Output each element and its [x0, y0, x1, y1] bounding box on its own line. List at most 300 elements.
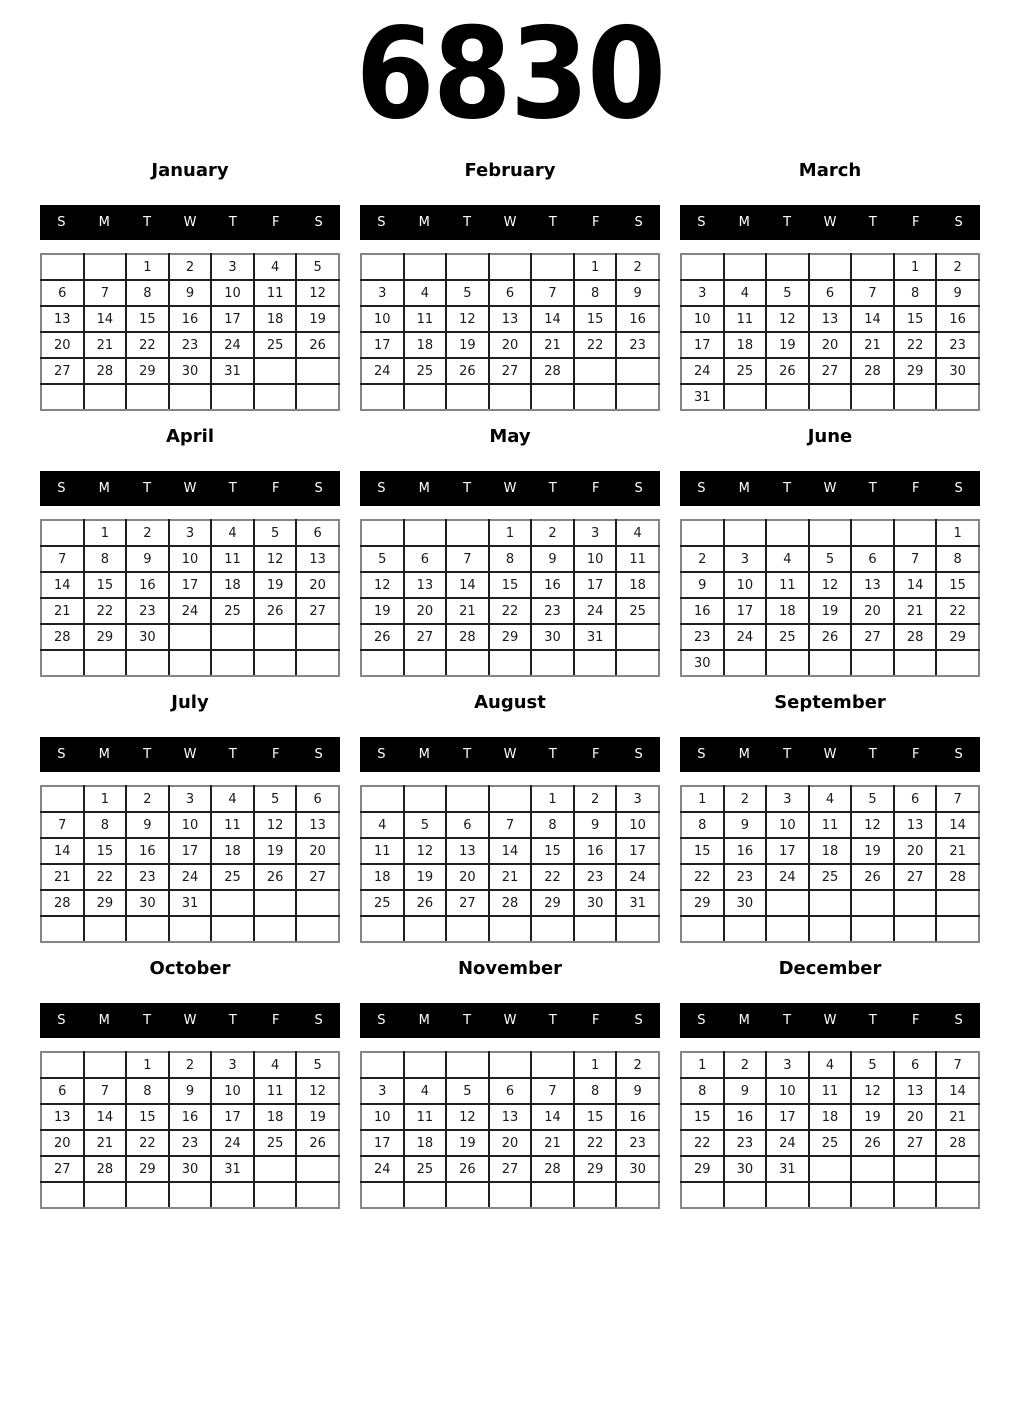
week-row	[681, 650, 979, 676]
empty-day-cell	[489, 254, 532, 280]
empty-day-cell	[766, 650, 809, 676]
day-cell: 20	[851, 598, 894, 624]
week-row	[681, 864, 979, 890]
empty-day-cell	[894, 1182, 937, 1208]
year-calendar-grid	[40, 159, 1020, 1209]
day-cell: 30	[681, 650, 724, 676]
day-cell: 24	[169, 864, 212, 890]
empty-day-cell	[681, 1182, 724, 1208]
week-row	[361, 1104, 659, 1130]
day-cell: 6	[296, 786, 339, 812]
empty-day-cell	[936, 650, 979, 676]
day-cell: 11	[809, 812, 852, 838]
day-cell: 12	[851, 812, 894, 838]
empty-day-cell	[84, 1052, 127, 1078]
day-cell: 25	[766, 624, 809, 650]
week-row	[41, 1078, 339, 1104]
day-cell: 16	[169, 1104, 212, 1130]
weekday-label: T	[868, 481, 877, 496]
day-cell: 17	[681, 332, 724, 358]
week-row	[681, 786, 979, 812]
day-cell: 25	[724, 358, 767, 384]
empty-day-cell	[169, 384, 212, 410]
empty-day-cell	[446, 1182, 489, 1208]
day-cell: 9	[574, 812, 617, 838]
week-row	[361, 890, 659, 916]
empty-day-cell	[296, 384, 339, 410]
weekday-label: F	[591, 747, 600, 762]
week-row	[681, 1104, 979, 1130]
day-cell: 25	[361, 890, 404, 916]
day-cell: 31	[574, 624, 617, 650]
day-cell: 3	[211, 1052, 254, 1078]
day-cell: 28	[936, 1130, 979, 1156]
day-cell: 13	[851, 572, 894, 598]
empty-day-cell	[766, 890, 809, 916]
week-row	[41, 864, 339, 890]
week-row	[361, 280, 659, 306]
day-cell: 11	[766, 572, 809, 598]
day-cell: 9	[936, 280, 979, 306]
weekday-label: M	[98, 215, 110, 230]
day-cell: 19	[766, 332, 809, 358]
empty-day-cell	[446, 916, 489, 942]
day-cell: 2	[681, 546, 724, 572]
empty-day-cell	[531, 650, 574, 676]
empty-day-cell	[724, 384, 767, 410]
day-cell: 27	[41, 358, 84, 384]
day-cell: 20	[894, 838, 937, 864]
empty-day-cell	[489, 650, 532, 676]
day-cell: 28	[446, 624, 489, 650]
day-cell: 10	[211, 280, 254, 306]
week-row	[361, 1130, 659, 1156]
day-cell: 12	[446, 306, 489, 332]
empty-day-cell	[766, 520, 809, 546]
day-cell: 13	[894, 812, 937, 838]
empty-day-cell	[681, 520, 724, 546]
empty-day-cell	[254, 650, 297, 676]
month-calendar	[360, 159, 660, 411]
empty-day-cell	[851, 1156, 894, 1182]
day-cell: 25	[404, 1156, 447, 1182]
day-cell: 27	[894, 864, 937, 890]
empty-day-cell	[446, 1052, 489, 1078]
empty-day-cell	[489, 1182, 532, 1208]
day-cell: 26	[766, 358, 809, 384]
day-cell: 12	[766, 306, 809, 332]
day-cell: 22	[126, 1130, 169, 1156]
weekday-label: F	[271, 747, 280, 762]
day-cell: 18	[809, 838, 852, 864]
empty-day-cell	[361, 384, 404, 410]
week-row	[681, 520, 979, 546]
empty-day-cell	[84, 254, 127, 280]
day-cell: 16	[574, 838, 617, 864]
empty-day-cell	[41, 384, 84, 410]
day-cell: 22	[681, 864, 724, 890]
weekday-label: W	[183, 747, 197, 762]
day-cell: 27	[446, 890, 489, 916]
weekday-label: S	[634, 747, 643, 762]
month-calendar	[680, 159, 980, 411]
day-cell: 11	[211, 812, 254, 838]
empty-day-cell	[616, 1182, 659, 1208]
week-row	[41, 1130, 339, 1156]
weekday-label: T	[228, 1013, 237, 1028]
empty-day-cell	[446, 520, 489, 546]
weekday-label: S	[314, 1013, 323, 1028]
day-cell: 28	[489, 890, 532, 916]
weekday-label: W	[183, 481, 197, 496]
weekday-label: S	[634, 481, 643, 496]
empty-day-cell	[361, 786, 404, 812]
empty-day-cell	[361, 1182, 404, 1208]
empty-day-cell	[404, 650, 447, 676]
day-cell: 30	[724, 1156, 767, 1182]
empty-day-cell	[936, 916, 979, 942]
day-cell: 12	[254, 546, 297, 572]
day-cell: 17	[211, 306, 254, 332]
day-cell: 29	[894, 358, 937, 384]
day-cell: 22	[126, 332, 169, 358]
day-cell: 8	[126, 1078, 169, 1104]
empty-day-cell	[404, 786, 447, 812]
day-cell: 28	[531, 1156, 574, 1182]
week-row	[41, 358, 339, 384]
week-row	[361, 572, 659, 598]
week-row	[41, 332, 339, 358]
weekday-label: M	[98, 481, 110, 496]
day-cell: 30	[531, 624, 574, 650]
empty-day-cell	[616, 384, 659, 410]
day-cell: 26	[446, 358, 489, 384]
weekday-label: T	[868, 215, 877, 230]
day-cell: 14	[936, 812, 979, 838]
weekday-header-bar	[360, 1003, 660, 1038]
day-cell: 4	[724, 280, 767, 306]
day-cell: 27	[41, 1156, 84, 1182]
week-row	[681, 1052, 979, 1078]
day-cell: 14	[936, 1078, 979, 1104]
week-row	[41, 280, 339, 306]
day-cell: 21	[84, 1130, 127, 1156]
day-cell: 19	[296, 1104, 339, 1130]
month-day-grid	[360, 785, 660, 943]
day-cell: 19	[851, 1104, 894, 1130]
day-cell: 12	[851, 1078, 894, 1104]
week-row	[41, 1052, 339, 1078]
weekday-label: M	[418, 481, 430, 496]
day-cell: 24	[724, 624, 767, 650]
day-cell: 3	[724, 546, 767, 572]
day-cell: 7	[41, 546, 84, 572]
week-row	[681, 624, 979, 650]
weekday-label: W	[823, 481, 837, 496]
day-cell: 27	[851, 624, 894, 650]
day-cell: 10	[169, 812, 212, 838]
day-cell: 6	[404, 546, 447, 572]
day-cell: 20	[809, 332, 852, 358]
day-cell: 24	[766, 864, 809, 890]
day-cell: 30	[724, 890, 767, 916]
empty-day-cell	[446, 786, 489, 812]
day-cell: 8	[489, 546, 532, 572]
week-row	[361, 384, 659, 410]
weekday-label: W	[503, 1013, 517, 1028]
day-cell: 4	[254, 254, 297, 280]
weekday-label: T	[868, 1013, 877, 1028]
day-cell: 17	[766, 838, 809, 864]
day-cell: 19	[361, 598, 404, 624]
day-cell: 11	[616, 546, 659, 572]
day-cell: 9	[616, 1078, 659, 1104]
weekday-label: S	[314, 215, 323, 230]
day-cell: 13	[41, 1104, 84, 1130]
day-cell: 20	[489, 332, 532, 358]
day-cell: 29	[84, 890, 127, 916]
empty-day-cell	[724, 520, 767, 546]
week-row	[681, 1078, 979, 1104]
day-cell: 5	[254, 786, 297, 812]
day-cell: 25	[211, 598, 254, 624]
weekday-label: S	[57, 481, 66, 496]
day-cell: 13	[489, 306, 532, 332]
week-row	[681, 306, 979, 332]
empty-day-cell	[574, 384, 617, 410]
day-cell: 1	[681, 1052, 724, 1078]
day-cell: 20	[41, 332, 84, 358]
day-cell: 4	[254, 1052, 297, 1078]
empty-day-cell	[41, 916, 84, 942]
day-cell: 28	[41, 624, 84, 650]
empty-day-cell	[84, 916, 127, 942]
weekday-label: M	[738, 481, 750, 496]
day-cell: 18	[254, 1104, 297, 1130]
weekday-label: M	[418, 1013, 430, 1028]
day-cell: 24	[211, 1130, 254, 1156]
week-row	[361, 332, 659, 358]
week-row	[681, 254, 979, 280]
month-day-grid	[680, 519, 980, 677]
empty-day-cell	[531, 1052, 574, 1078]
empty-day-cell	[894, 520, 937, 546]
weekday-label: S	[954, 481, 963, 496]
weekday-header-bar	[40, 1003, 340, 1038]
day-cell: 18	[211, 838, 254, 864]
weekday-header-bar	[360, 737, 660, 772]
day-cell: 6	[894, 786, 937, 812]
empty-day-cell	[894, 916, 937, 942]
day-cell: 7	[936, 786, 979, 812]
day-cell: 5	[851, 1052, 894, 1078]
day-cell: 28	[531, 358, 574, 384]
weekday-label: S	[634, 1013, 643, 1028]
day-cell: 10	[361, 1104, 404, 1130]
day-cell: 13	[404, 572, 447, 598]
day-cell: 15	[936, 572, 979, 598]
day-cell: 24	[574, 598, 617, 624]
empty-day-cell	[681, 916, 724, 942]
day-cell: 21	[936, 1104, 979, 1130]
day-cell: 16	[724, 838, 767, 864]
empty-day-cell	[169, 624, 212, 650]
empty-day-cell	[254, 890, 297, 916]
day-cell: 17	[766, 1104, 809, 1130]
empty-day-cell	[361, 520, 404, 546]
weekday-label: S	[954, 215, 963, 230]
day-cell: 11	[724, 306, 767, 332]
empty-day-cell	[574, 1182, 617, 1208]
day-cell: 10	[361, 306, 404, 332]
day-cell: 17	[169, 572, 212, 598]
day-cell: 2	[616, 1052, 659, 1078]
month-title: July	[171, 692, 209, 713]
day-cell: 21	[894, 598, 937, 624]
month-calendar	[360, 691, 660, 943]
empty-day-cell	[809, 916, 852, 942]
day-cell: 26	[361, 624, 404, 650]
empty-day-cell	[84, 384, 127, 410]
day-cell: 30	[169, 358, 212, 384]
day-cell: 8	[84, 546, 127, 572]
day-cell: 24	[616, 864, 659, 890]
weekday-label: S	[377, 1013, 386, 1028]
day-cell: 18	[616, 572, 659, 598]
empty-day-cell	[809, 890, 852, 916]
day-cell: 1	[574, 254, 617, 280]
month-title: January	[151, 160, 229, 181]
day-cell: 26	[254, 864, 297, 890]
day-cell: 23	[531, 598, 574, 624]
weekday-label: W	[823, 1013, 837, 1028]
day-cell: 8	[681, 812, 724, 838]
weekday-label: M	[738, 215, 750, 230]
day-cell: 22	[574, 1130, 617, 1156]
day-cell: 18	[809, 1104, 852, 1130]
day-cell: 13	[296, 546, 339, 572]
day-cell: 14	[489, 838, 532, 864]
day-cell: 6	[894, 1052, 937, 1078]
empty-day-cell	[616, 916, 659, 942]
empty-day-cell	[574, 358, 617, 384]
day-cell: 13	[489, 1104, 532, 1130]
day-cell: 3	[169, 520, 212, 546]
day-cell: 1	[126, 1052, 169, 1078]
day-cell: 29	[126, 358, 169, 384]
day-cell: 4	[809, 1052, 852, 1078]
day-cell: 15	[574, 1104, 617, 1130]
day-cell: 29	[84, 624, 127, 650]
day-cell: 16	[681, 598, 724, 624]
day-cell: 26	[851, 1130, 894, 1156]
day-cell: 7	[531, 1078, 574, 1104]
weekday-label: T	[228, 747, 237, 762]
week-row	[361, 520, 659, 546]
weekday-label: T	[548, 747, 557, 762]
month-title: December	[778, 958, 882, 979]
day-cell: 17	[616, 838, 659, 864]
empty-day-cell	[574, 916, 617, 942]
day-cell: 28	[851, 358, 894, 384]
month-title: February	[464, 160, 556, 181]
day-cell: 22	[531, 864, 574, 890]
week-row	[361, 1182, 659, 1208]
weekday-label: F	[911, 747, 920, 762]
day-cell: 29	[489, 624, 532, 650]
weekday-label: T	[463, 481, 472, 496]
day-cell: 11	[361, 838, 404, 864]
empty-day-cell	[404, 520, 447, 546]
weekday-label: M	[738, 747, 750, 762]
week-row	[41, 384, 339, 410]
day-cell: 27	[809, 358, 852, 384]
day-cell: 26	[296, 332, 339, 358]
day-cell: 2	[169, 1052, 212, 1078]
day-cell: 30	[936, 358, 979, 384]
day-cell: 21	[936, 838, 979, 864]
day-cell: 14	[446, 572, 489, 598]
empty-day-cell	[851, 650, 894, 676]
day-cell: 23	[126, 864, 169, 890]
empty-day-cell	[724, 916, 767, 942]
month-day-grid	[680, 253, 980, 411]
month-day-grid	[360, 519, 660, 677]
day-cell: 29	[126, 1156, 169, 1182]
day-cell: 13	[41, 306, 84, 332]
day-cell: 21	[84, 332, 127, 358]
empty-day-cell	[766, 254, 809, 280]
empty-day-cell	[126, 1182, 169, 1208]
day-cell: 18	[766, 598, 809, 624]
day-cell: 18	[404, 332, 447, 358]
day-cell: 25	[211, 864, 254, 890]
day-cell: 26	[809, 624, 852, 650]
day-cell: 21	[41, 864, 84, 890]
day-cell: 18	[404, 1130, 447, 1156]
empty-day-cell	[296, 624, 339, 650]
empty-day-cell	[296, 916, 339, 942]
empty-day-cell	[894, 650, 937, 676]
week-row	[681, 1130, 979, 1156]
day-cell: 13	[809, 306, 852, 332]
day-cell: 15	[84, 572, 127, 598]
month-calendar	[40, 691, 340, 943]
day-cell: 30	[574, 890, 617, 916]
day-cell: 7	[489, 812, 532, 838]
empty-day-cell	[361, 254, 404, 280]
month-title: May	[489, 426, 531, 447]
day-cell: 17	[724, 598, 767, 624]
empty-day-cell	[531, 384, 574, 410]
day-cell: 1	[531, 786, 574, 812]
month-day-grid	[40, 1051, 340, 1209]
weekday-label: T	[463, 1013, 472, 1028]
week-row	[681, 812, 979, 838]
day-cell: 21	[489, 864, 532, 890]
empty-day-cell	[211, 624, 254, 650]
week-row	[681, 572, 979, 598]
month-day-grid	[40, 519, 340, 677]
day-cell: 28	[41, 890, 84, 916]
empty-day-cell	[296, 1156, 339, 1182]
day-cell: 27	[489, 1156, 532, 1182]
month-day-grid	[360, 253, 660, 411]
weekday-label: S	[314, 481, 323, 496]
week-row	[361, 1078, 659, 1104]
day-cell: 12	[254, 812, 297, 838]
day-cell: 23	[616, 1130, 659, 1156]
